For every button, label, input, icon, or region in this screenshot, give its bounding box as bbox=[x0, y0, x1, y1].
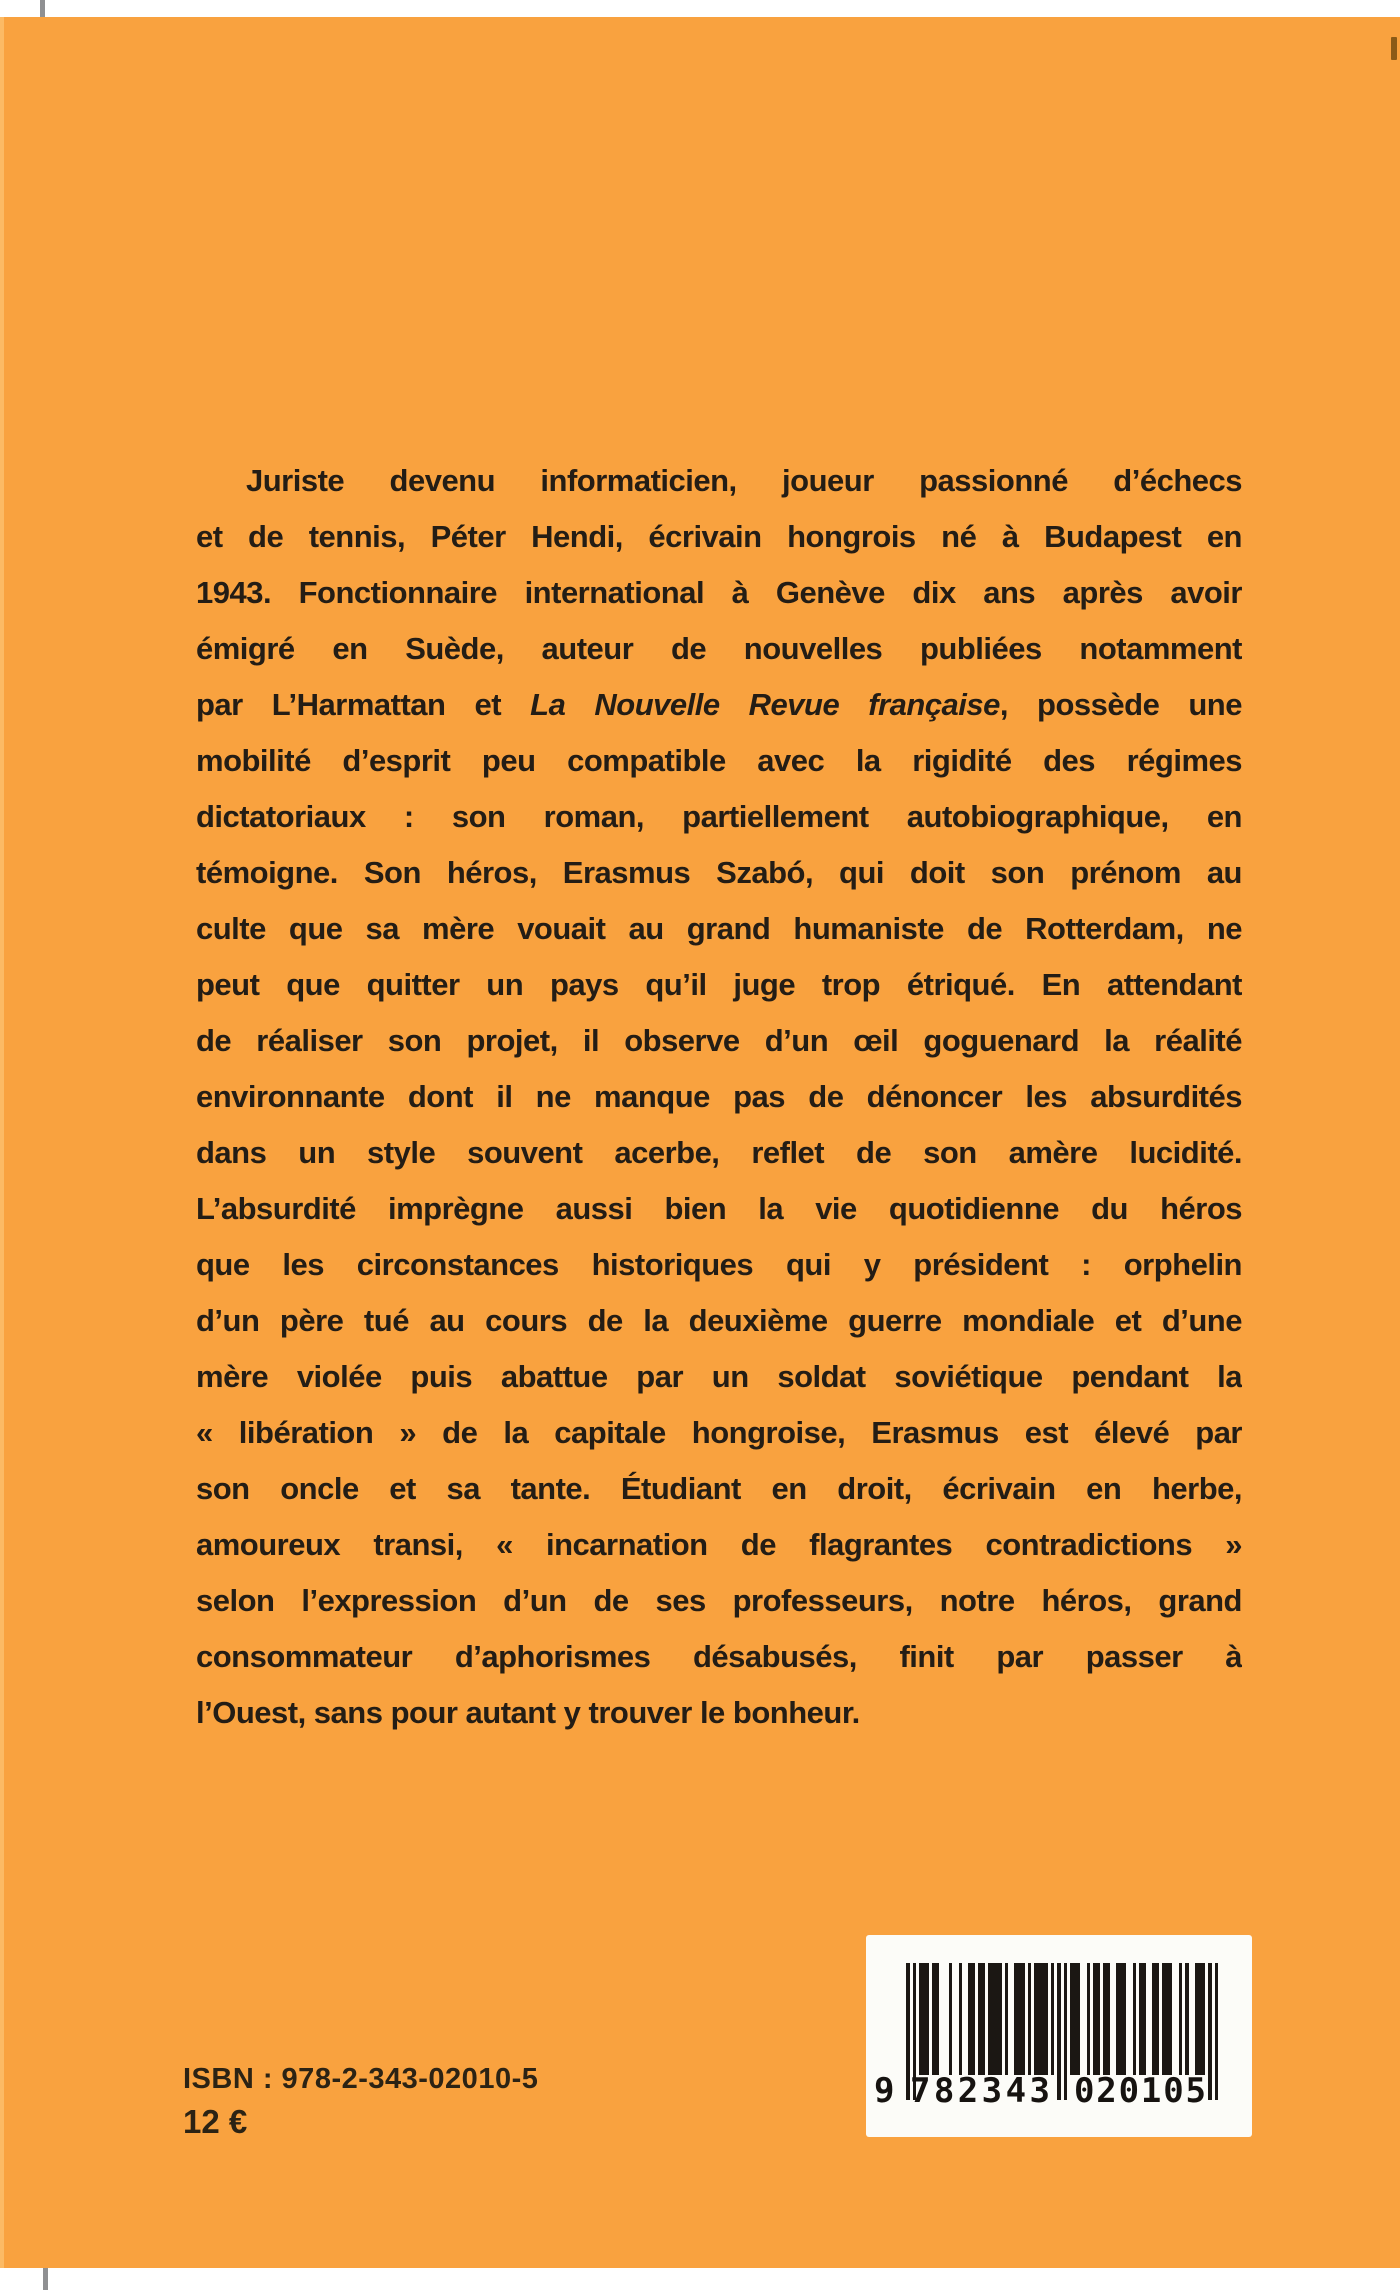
blurb-line: de réaliser son projet, il observe d’un œil goguenard la réalité bbox=[196, 1023, 1242, 1058]
blurb-line: et de tennis, Péter Hendi, écrivain hongrois né à Budapest en bbox=[196, 519, 1242, 554]
price-label: 12 € bbox=[183, 2103, 248, 2140]
blurb-line: amoureux transi, « incarnation de flagrantes contradictions » bbox=[196, 1527, 1242, 1562]
blurb-line: peut que quitter un pays qu’il juge trop étriqué. En attendant bbox=[196, 967, 1242, 1002]
blurb-line: selon l’expression d’un de ses professeurs, notre héros, grand bbox=[196, 1583, 1242, 1618]
blurb-line: consommateur d’aphorismes désabusés, finit par passer à bbox=[196, 1639, 1242, 1674]
blurb-line: L’absurdité imprègne aussi bien la vie quotidienne du héros bbox=[196, 1191, 1242, 1226]
registration-mark-top bbox=[40, 0, 45, 18]
cover-left-edge bbox=[0, 17, 4, 2268]
barcode-right-digits: 0 2 0 1 0 5 bbox=[1074, 2071, 1206, 2111]
blurb-line: que les circonstances historiques qui y président : orphelin bbox=[196, 1247, 1242, 1282]
isbn-label: ISBN : 978-2-343-02010-5 bbox=[183, 2063, 539, 2095]
barcode-label bbox=[866, 1935, 1252, 2137]
barcode-left-digits: 7 8 2 3 4 3 bbox=[910, 2071, 1050, 2111]
blurb-line: émigré en Suède, auteur de nouvelles publiées notamment bbox=[196, 631, 1242, 666]
blurb-line: d’un père tué au cours de la deuxième guerre mondiale et d’une bbox=[196, 1303, 1242, 1338]
blurb-line: mère violée puis abattue par un soldat soviétique pendant la bbox=[196, 1359, 1242, 1394]
blurb-line: Juriste devenu informaticien, joueur passionné d’échecs bbox=[246, 463, 1242, 498]
blurb-line: par L’Harmattan et La Nouvelle Revue française, possède une bbox=[196, 687, 1242, 722]
book-back-cover bbox=[0, 17, 1400, 2268]
blurb-line: témoigne. Son héros, Erasmus Szabó, qui doit son prénom au bbox=[196, 855, 1242, 890]
blurb-line: dictatoriaux : son roman, partiellement autobiographique, en bbox=[196, 799, 1242, 834]
blurb-line: 1943. Fonctionnaire international à Genève dix ans après avoir bbox=[196, 575, 1242, 610]
blurb-line: l’Ouest, sans pour autant y trouver le bonheur. bbox=[196, 1695, 860, 1730]
barcode-first-digit: 9 bbox=[874, 2071, 895, 2111]
blurb-line: environnante dont il ne manque pas de dénoncer les absurdités bbox=[196, 1079, 1242, 1114]
page-edge-mark bbox=[1391, 37, 1397, 60]
blurb-line: son oncle et sa tante. Étudiant en droit, écrivain en herbe, bbox=[196, 1471, 1242, 1506]
blurb-line: mobilité d’esprit peu compatible avec la rigidité des régimes bbox=[196, 743, 1242, 778]
back-cover-blurb bbox=[196, 453, 1242, 1741]
registration-mark-bottom bbox=[43, 2268, 48, 2290]
blurb-line: culte que sa mère vouait au grand humaniste de Rotterdam, ne bbox=[196, 911, 1242, 946]
blurb-line: dans un style souvent acerbe, reflet de son amère lucidité. bbox=[196, 1135, 1242, 1170]
blurb-line: « libération » de la capitale hongroise, Erasmus est élevé par bbox=[196, 1415, 1242, 1450]
